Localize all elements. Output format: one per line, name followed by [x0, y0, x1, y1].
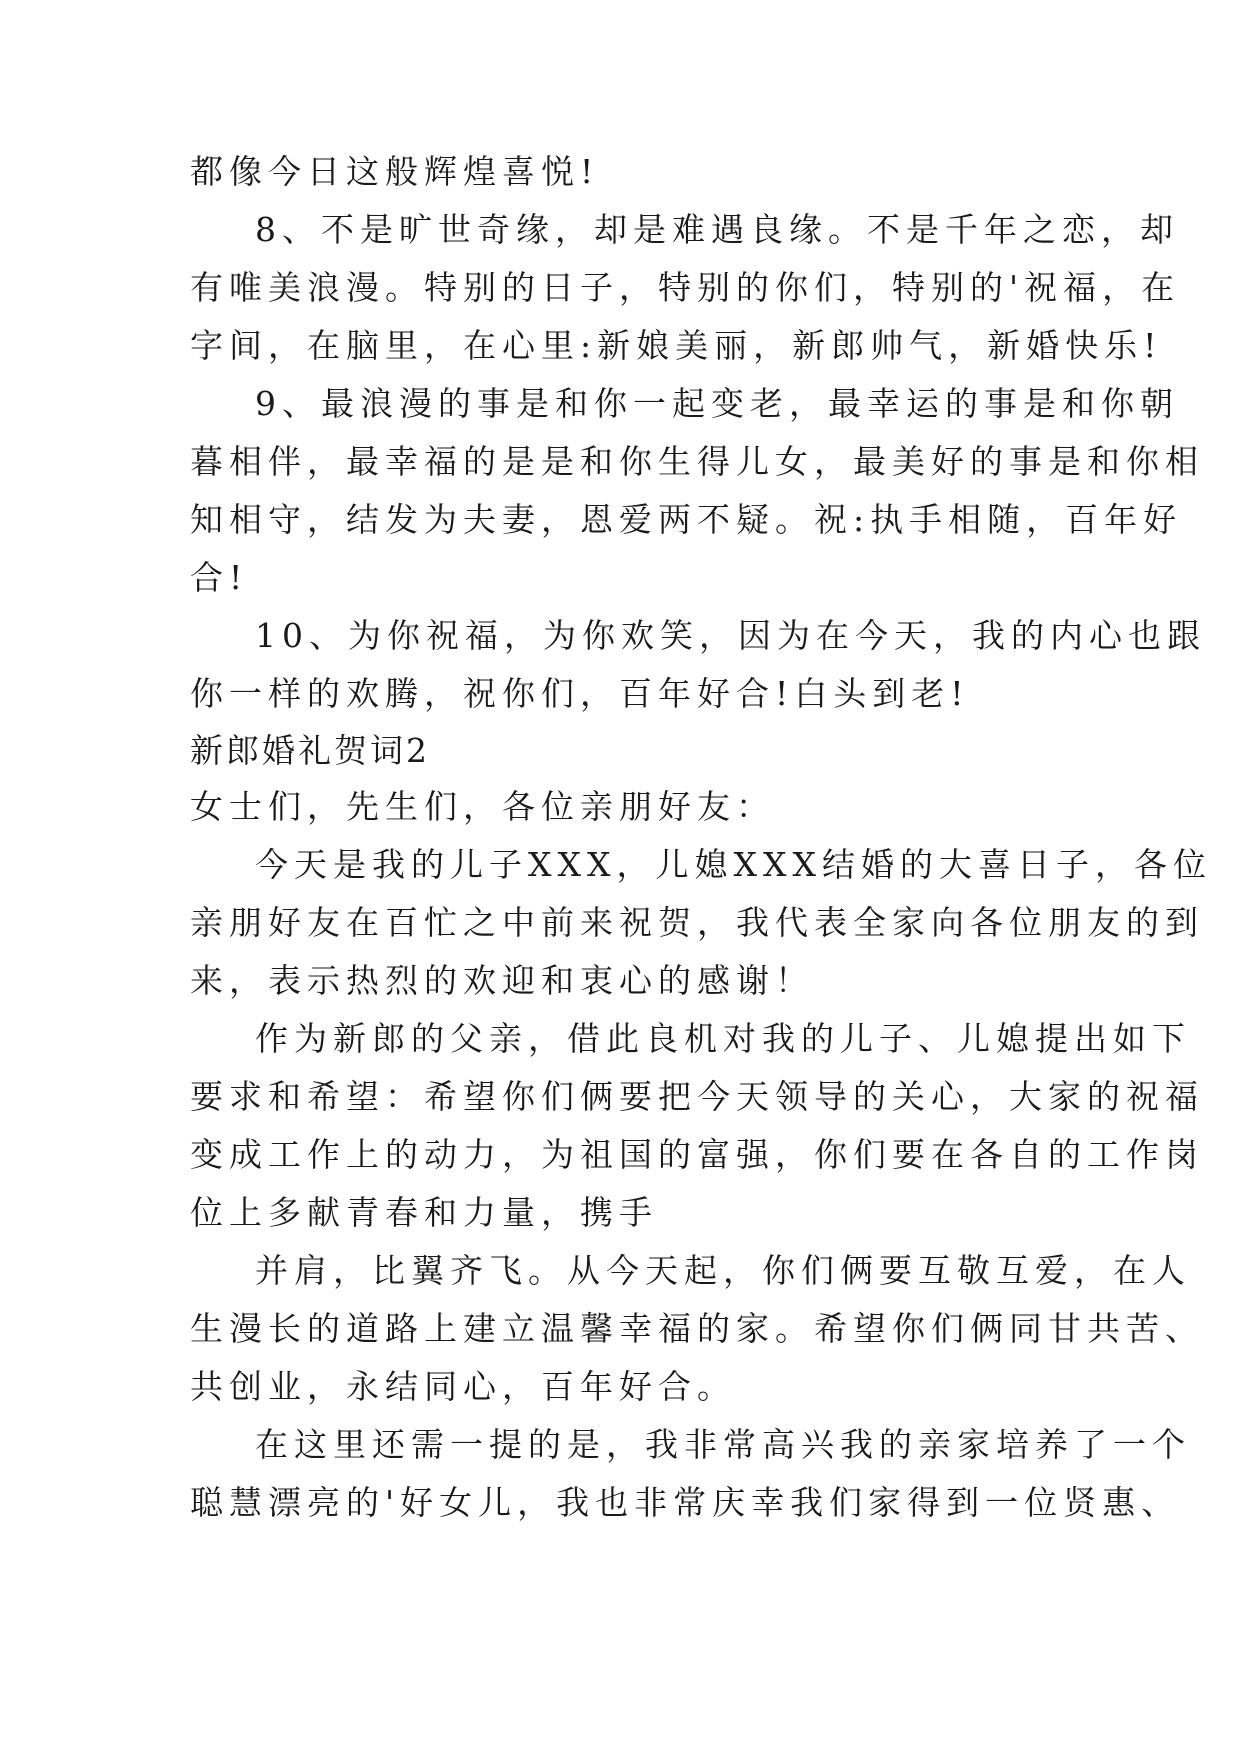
text-line: 知相守，结发为夫妻，恩爱两不疑。祝:执手相随，百年好 — [190, 500, 1183, 539]
text-line: 共创业，永结同心，百年好合。 — [190, 1367, 736, 1406]
text-line: 变成工作上的动力，为祖国的富强，你们要在各自的工作岗 — [190, 1135, 1204, 1174]
text-line: 位上多献青春和力量，携手 — [190, 1193, 658, 1232]
paragraph-start-line: 作为新郎的父亲，借此良机对我的儿子、儿媳提出如下 — [255, 1019, 1191, 1058]
text-line: 字间，在脑里，在心里:新娘美丽，新郎帅气，新婚快乐! — [190, 326, 1163, 365]
paragraph-start-line: 8、不是旷世奇缘，却是难遇良缘。不是千年之恋，却 — [255, 210, 1179, 249]
text-line: 合! — [190, 558, 249, 597]
paragraph-start-line: 今天是我的儿子XXX，儿媳XXX结婚的大喜日子，各位 — [255, 845, 1212, 884]
text-line: 要求和希望：希望你们俩要把今天领导的关心，大家的祝福 — [190, 1077, 1204, 1116]
text-line: 来，表示热烈的欢迎和衷心的感谢！ — [190, 961, 814, 1000]
paragraph-start-line: 10、为你祝福，为你欢笑，因为在今天，我的内心也跟 — [255, 616, 1206, 655]
text-line: 生漫长的道路上建立温馨幸福的家。希望你们俩同甘共苦、 — [190, 1309, 1204, 1348]
text-line: 亲朋好友在百忙之中前来祝贺，我代表全家向各位朋友的到 — [190, 903, 1204, 942]
text-line: 都像今日这般辉煌喜悦! — [190, 152, 600, 191]
text-line: 聪慧漂亮的'好女儿，我也非常庆幸我们家得到一位贤惠、 — [190, 1483, 1181, 1522]
text-line: 有唯美浪漫。特别的日子，特别的你们，特别的'祝福，在 — [190, 268, 1181, 307]
text-line: 暮相伴，最幸福的是是和你生得儿女，最美好的事是和你相 — [190, 442, 1204, 481]
paragraph-start-line: 在这里还需一提的是，我非常高兴我的亲家培养了一个 — [255, 1425, 1191, 1464]
paragraph-start-line: 并肩，比翼齐飞。从今天起，你们俩要互敬互爱，在人 — [255, 1251, 1191, 1290]
text-line: 你一样的欢腾，祝你们，百年好合!白头到老! — [190, 674, 970, 713]
salutation-line: 女士们，先生们，各位亲朋好友： — [190, 787, 775, 826]
section-heading: 新郎婚礼贺词2 — [190, 731, 430, 770]
paragraph-start-line: 9、最浪漫的事是和你一起变老，最幸运的事是和你朝 — [255, 384, 1179, 423]
